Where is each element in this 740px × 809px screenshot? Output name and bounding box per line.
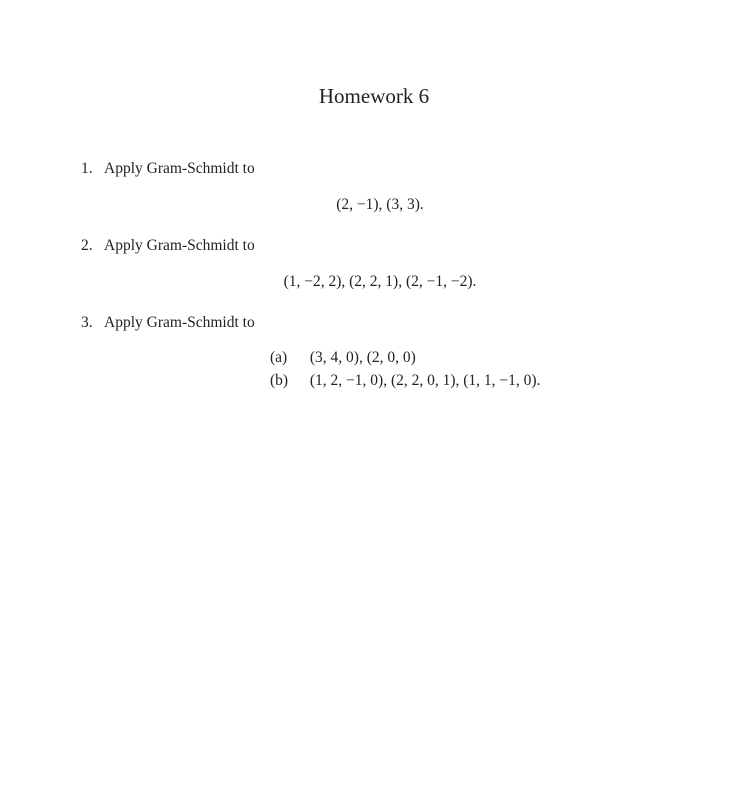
- part-vectors: (3, 4, 0), (2, 0, 0): [309, 349, 416, 366]
- problem-3-parts: [270, 346, 540, 392]
- problem-number: 1.: [81, 160, 93, 177]
- problem-2: [81, 237, 255, 255]
- problem-number: 3.: [81, 314, 93, 331]
- part-label: (b): [270, 372, 289, 389]
- problem-text: Apply Gram-Schmidt to: [104, 237, 255, 254]
- part-label: (a): [270, 349, 288, 366]
- problem-number: 2.: [81, 237, 93, 254]
- problem-3: [81, 314, 255, 332]
- problem-text: Apply Gram-Schmidt to: [104, 314, 255, 331]
- page-title: Homework 6: [318, 84, 430, 108]
- list-item: [270, 346, 540, 369]
- problem-2-vectors: (1, −2, 2), (2, 2, 1), (2, −1, −2).: [283, 273, 477, 290]
- list-item: [270, 369, 540, 392]
- problem-1-vectors: (2, −1), (3, 3).: [336, 196, 424, 213]
- problem-text: Apply Gram-Schmidt to: [104, 160, 255, 177]
- part-vectors: (1, 2, −1, 0), (2, 2, 0, 1), (1, 1, −1, 0).: [309, 372, 541, 389]
- problem-1: [81, 160, 255, 178]
